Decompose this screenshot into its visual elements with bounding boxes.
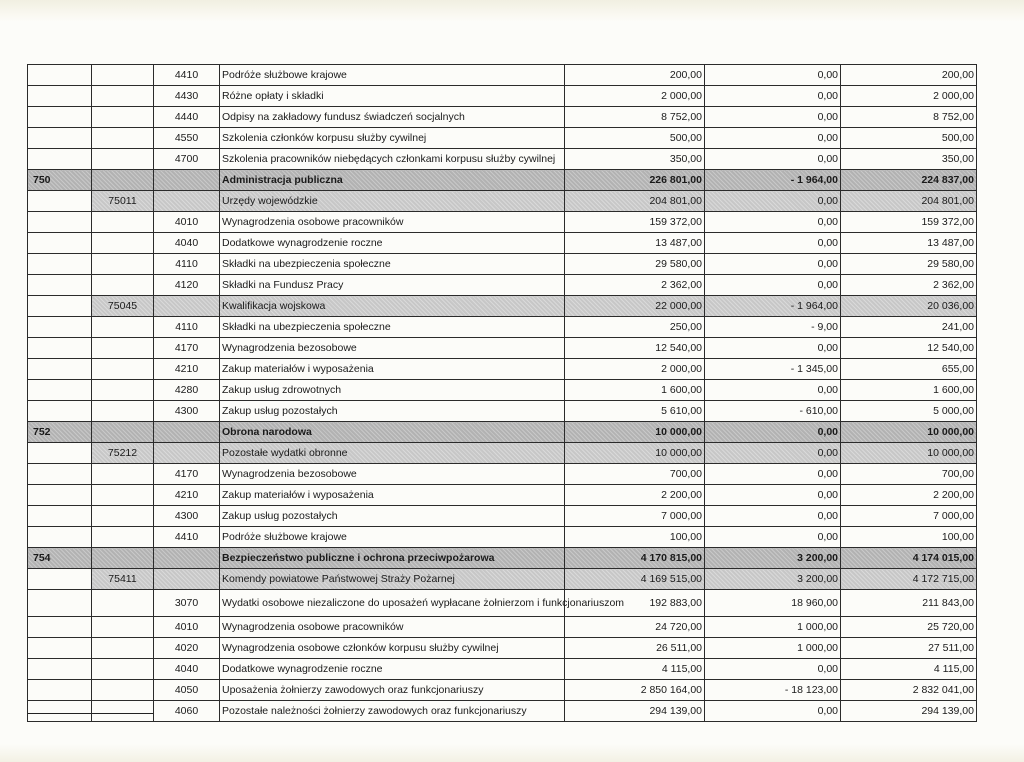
chapter-code-cell (92, 128, 154, 149)
after-change-amount-cell: 4 172 715,00 (841, 569, 977, 590)
chapter-code-cell (92, 317, 154, 338)
item-name-cell: Komendy powiatowe Państwowej Straży Pożarnej (220, 569, 565, 590)
after-change-amount-cell: 8 752,00 (841, 107, 977, 128)
chapter-code-cell (92, 401, 154, 422)
chapter-code-cell: 75411 (92, 569, 154, 590)
after-change-amount-cell: 200,00 (841, 65, 977, 86)
paragraph-code-cell (154, 191, 220, 212)
after-change-amount-cell: 211 843,00 (841, 590, 977, 617)
chapter-code-cell (92, 212, 154, 233)
section-code-cell (28, 527, 92, 548)
chapter-code-cell (92, 275, 154, 296)
paragraf-row (28, 680, 977, 701)
after-change-amount-cell: 100,00 (841, 527, 977, 548)
after-change-amount-cell: 13 487,00 (841, 233, 977, 254)
budget-table (27, 64, 977, 722)
item-name-cell: Dodatkowe wynagrodzenie roczne (220, 233, 565, 254)
paragraf-row (28, 380, 977, 401)
chapter-code-cell (92, 380, 154, 401)
plan-amount-cell: 700,00 (565, 464, 705, 485)
section-code-cell (28, 149, 92, 170)
rozdzial-row (28, 296, 977, 317)
paragraf-row (28, 485, 977, 506)
paragraph-code-cell: 4110 (154, 254, 220, 275)
section-code-cell (28, 254, 92, 275)
change-amount-cell: 0,00 (705, 254, 841, 275)
item-name-cell: Urzędy wojewódzkie (220, 191, 565, 212)
item-name-cell: Dodatkowe wynagrodzenie roczne (220, 659, 565, 680)
paragraph-code-cell (154, 548, 220, 569)
paragraf-row (28, 107, 977, 128)
section-code-cell (28, 638, 92, 659)
plan-amount-cell: 200,00 (565, 65, 705, 86)
section-code-cell (28, 590, 92, 617)
item-name-cell: Pozostałe należności żołnierzy zawodowych oraz funkcjonariuszy (220, 701, 565, 722)
item-name-cell: Zakup usług pozostałych (220, 506, 565, 527)
after-change-amount-cell: 2 832 041,00 (841, 680, 977, 701)
after-change-amount-cell: 241,00 (841, 317, 977, 338)
rozdzial-row (28, 569, 977, 590)
item-name-cell: Szkolenia pracowników niebędących członkami korpusu służby cywilnej (220, 149, 565, 170)
after-change-amount-cell: 4 174 015,00 (841, 548, 977, 569)
after-change-amount-cell: 500,00 (841, 128, 977, 149)
chapter-code-cell (92, 65, 154, 86)
item-name-cell: Odpisy na zakładowy fundusz świadczeń socjalnych (220, 107, 565, 128)
paragraph-code-cell: 4110 (154, 317, 220, 338)
item-name-cell: Składki na ubezpieczenia społeczne (220, 254, 565, 275)
plan-amount-cell: 22 000,00 (565, 296, 705, 317)
paragraf-row (28, 317, 977, 338)
paragraph-code-cell: 4010 (154, 212, 220, 233)
chapter-code-cell (92, 638, 154, 659)
change-amount-cell: 0,00 (705, 506, 841, 527)
plan-amount-cell: 350,00 (565, 149, 705, 170)
plan-amount-cell: 24 720,00 (565, 617, 705, 638)
change-amount-cell: - 1 964,00 (705, 296, 841, 317)
paragraph-code-cell: 4440 (154, 107, 220, 128)
paragraf-row (28, 638, 977, 659)
item-name-cell: Obrona narodowa (220, 422, 565, 443)
after-change-amount-cell: 5 000,00 (841, 401, 977, 422)
section-code-cell (28, 233, 92, 254)
change-amount-cell: 18 960,00 (705, 590, 841, 617)
item-name-cell: Wynagrodzenia bezosobowe (220, 338, 565, 359)
after-change-amount-cell: 2 200,00 (841, 485, 977, 506)
change-amount-cell: 1 000,00 (705, 638, 841, 659)
change-amount-cell: 0,00 (705, 233, 841, 254)
after-change-amount-cell: 27 511,00 (841, 638, 977, 659)
plan-amount-cell: 12 540,00 (565, 338, 705, 359)
change-amount-cell: 0,00 (705, 65, 841, 86)
chapter-code-cell (92, 506, 154, 527)
after-change-amount-cell: 10 000,00 (841, 443, 977, 464)
chapter-code-cell: 75212 (92, 443, 154, 464)
chapter-code-cell (92, 170, 154, 191)
change-amount-cell: 0,00 (705, 422, 841, 443)
plan-amount-cell: 4 169 515,00 (565, 569, 705, 590)
plan-amount-cell: 10 000,00 (565, 443, 705, 464)
paragraph-code-cell: 4120 (154, 275, 220, 296)
paragraph-code-cell: 4050 (154, 680, 220, 701)
change-amount-cell: - 1 964,00 (705, 170, 841, 191)
paragraf-row (28, 359, 977, 380)
scan-bottom-shadow (0, 744, 1024, 762)
after-change-amount-cell: 2 362,00 (841, 275, 977, 296)
chapter-code-cell (92, 680, 154, 701)
plan-amount-cell: 4 115,00 (565, 659, 705, 680)
paragraf-row (28, 65, 977, 86)
paragraf-row (28, 506, 977, 527)
budget-table-body (28, 65, 977, 722)
item-name-cell: Podróże służbowe krajowe (220, 65, 565, 86)
paragraf-row (28, 338, 977, 359)
chapter-code-cell (92, 233, 154, 254)
after-change-amount-cell: 2 000,00 (841, 86, 977, 107)
section-code-cell (28, 317, 92, 338)
after-change-amount-cell: 294 139,00 (841, 701, 977, 722)
item-name-cell: Składki na ubezpieczenia społeczne (220, 317, 565, 338)
paragraph-code-cell: 4430 (154, 86, 220, 107)
paragraph-code-cell (154, 296, 220, 317)
paragraf-row (28, 128, 977, 149)
change-amount-cell: 0,00 (705, 701, 841, 722)
paragraph-code-cell: 4700 (154, 149, 220, 170)
paragraf-row (28, 617, 977, 638)
section-code-cell (28, 212, 92, 233)
plan-amount-cell: 2 850 164,00 (565, 680, 705, 701)
paragraph-code-cell: 4410 (154, 65, 220, 86)
change-amount-cell: 0,00 (705, 464, 841, 485)
chapter-code-cell (92, 338, 154, 359)
plan-amount-cell: 8 752,00 (565, 107, 705, 128)
after-change-amount-cell: 159 372,00 (841, 212, 977, 233)
chapter-code-cell (92, 590, 154, 617)
item-name-cell: Bezpieczeństwo publiczne i ochrona przeciwpożarowa (220, 548, 565, 569)
paragraf-row (28, 464, 977, 485)
after-change-amount-cell: 1 600,00 (841, 380, 977, 401)
item-name-cell: Wynagrodzenia bezosobowe (220, 464, 565, 485)
item-name-cell: Zakup usług pozostałych (220, 401, 565, 422)
plan-amount-cell: 29 580,00 (565, 254, 705, 275)
plan-amount-cell: 204 801,00 (565, 191, 705, 212)
paragraph-code-cell: 4410 (154, 527, 220, 548)
paragraph-code-cell: 4170 (154, 464, 220, 485)
section-code-cell (28, 617, 92, 638)
after-change-amount-cell: 204 801,00 (841, 191, 977, 212)
dzial-row (28, 170, 977, 191)
change-amount-cell: 0,00 (705, 485, 841, 506)
paragraph-code-cell: 4040 (154, 233, 220, 254)
section-code-cell (28, 701, 92, 722)
paragraf-row (28, 149, 977, 170)
change-amount-cell: 0,00 (705, 443, 841, 464)
after-change-amount-cell: 7 000,00 (841, 506, 977, 527)
section-code-cell (28, 296, 92, 317)
paragraph-code-cell: 4010 (154, 617, 220, 638)
plan-amount-cell: 100,00 (565, 527, 705, 548)
change-amount-cell: 0,00 (705, 86, 841, 107)
after-change-amount-cell: 10 000,00 (841, 422, 977, 443)
after-change-amount-cell: 12 540,00 (841, 338, 977, 359)
plan-amount-cell: 159 372,00 (565, 212, 705, 233)
chapter-code-cell (92, 464, 154, 485)
paragraf-row (28, 86, 977, 107)
change-amount-cell: 0,00 (705, 191, 841, 212)
change-amount-cell: - 9,00 (705, 317, 841, 338)
paragraf-row (28, 275, 977, 296)
dzial-row (28, 422, 977, 443)
after-change-amount-cell: 700,00 (841, 464, 977, 485)
chapter-code-cell: 75011 (92, 191, 154, 212)
paragraf-row (28, 401, 977, 422)
chapter-code-cell (92, 107, 154, 128)
chapter-code-cell (92, 659, 154, 680)
item-name-cell: Uposażenia żołnierzy zawodowych oraz funkcjonariuszy (220, 680, 565, 701)
change-amount-cell: - 18 123,00 (705, 680, 841, 701)
paragraph-code-cell: 4020 (154, 638, 220, 659)
section-code-cell (28, 275, 92, 296)
paragraph-code-cell: 4550 (154, 128, 220, 149)
paragraf-row (28, 701, 977, 722)
chapter-code-cell (92, 149, 154, 170)
chapter-code-cell (92, 548, 154, 569)
change-amount-cell: 0,00 (705, 338, 841, 359)
section-code-cell (28, 338, 92, 359)
after-change-amount-cell: 4 115,00 (841, 659, 977, 680)
plan-amount-cell: 26 511,00 (565, 638, 705, 659)
paragraph-code-cell: 4170 (154, 338, 220, 359)
dzial-row (28, 548, 977, 569)
chapter-code-cell (92, 701, 154, 722)
section-code-cell (28, 464, 92, 485)
plan-amount-cell: 1 600,00 (565, 380, 705, 401)
change-amount-cell: - 610,00 (705, 401, 841, 422)
change-amount-cell: 0,00 (705, 212, 841, 233)
item-name-cell: Wynagrodzenia osobowe członków korpusu służby cywilnej (220, 638, 565, 659)
section-code-cell (28, 680, 92, 701)
item-name-cell: Kwalifikacja wojskowa (220, 296, 565, 317)
section-code-cell (28, 107, 92, 128)
item-name-cell: Zakup materiałów i wyposażenia (220, 359, 565, 380)
chapter-code-cell (92, 359, 154, 380)
paragraph-code-cell (154, 170, 220, 191)
change-amount-cell: 3 200,00 (705, 548, 841, 569)
plan-amount-cell: 2 362,00 (565, 275, 705, 296)
paragraph-code-cell (154, 569, 220, 590)
paragraph-code-cell: 4300 (154, 506, 220, 527)
plan-amount-cell: 4 170 815,00 (565, 548, 705, 569)
chapter-code-cell (92, 86, 154, 107)
change-amount-cell: 0,00 (705, 128, 841, 149)
after-change-amount-cell: 224 837,00 (841, 170, 977, 191)
paragraph-code-cell: 4210 (154, 359, 220, 380)
section-code-cell (28, 569, 92, 590)
plan-amount-cell: 294 139,00 (565, 701, 705, 722)
change-amount-cell: 0,00 (705, 149, 841, 170)
after-change-amount-cell: 655,00 (841, 359, 977, 380)
chapter-code-cell (92, 527, 154, 548)
change-amount-cell: 0,00 (705, 380, 841, 401)
item-name-cell: Podróże służbowe krajowe (220, 527, 565, 548)
paragraf-row (28, 527, 977, 548)
section-code-cell (28, 65, 92, 86)
change-amount-cell: 1 000,00 (705, 617, 841, 638)
change-amount-cell: 0,00 (705, 527, 841, 548)
paragraf-row (28, 212, 977, 233)
change-amount-cell: 0,00 (705, 107, 841, 128)
change-amount-cell: 0,00 (705, 659, 841, 680)
section-code-cell: 752 (28, 422, 92, 443)
item-name-cell: Szkolenia członków korpusu służby cywilnej (220, 128, 565, 149)
rozdzial-row (28, 191, 977, 212)
plan-amount-cell: 500,00 (565, 128, 705, 149)
chapter-code-cell (92, 254, 154, 275)
section-code-cell: 750 (28, 170, 92, 191)
rozdzial-row (28, 443, 977, 464)
item-name-cell: Zakup materiałów i wyposażenia (220, 485, 565, 506)
change-amount-cell: - 1 345,00 (705, 359, 841, 380)
plan-amount-cell: 5 610,00 (565, 401, 705, 422)
paragraph-code-cell: 3070 (154, 590, 220, 617)
paragraph-code-cell: 4060 (154, 701, 220, 722)
section-code-cell (28, 86, 92, 107)
paragraf-row (28, 233, 977, 254)
section-code-cell (28, 506, 92, 527)
section-code-cell (28, 401, 92, 422)
paragraf-row (28, 659, 977, 680)
section-code-cell: 754 (28, 548, 92, 569)
section-code-cell (28, 191, 92, 212)
section-code-cell (28, 485, 92, 506)
section-code-cell (28, 359, 92, 380)
after-change-amount-cell: 350,00 (841, 149, 977, 170)
item-name-cell: Wynagrodzenia osobowe pracowników (220, 212, 565, 233)
item-name-cell: Administracja publiczna (220, 170, 565, 191)
paragraph-code-cell: 4300 (154, 401, 220, 422)
section-code-cell (28, 380, 92, 401)
chapter-code-cell (92, 485, 154, 506)
paragraph-code-cell (154, 422, 220, 443)
chapter-code-cell: 75045 (92, 296, 154, 317)
plan-amount-cell: 7 000,00 (565, 506, 705, 527)
plan-amount-cell: 10 000,00 (565, 422, 705, 443)
item-name-cell: Wynagrodzenia osobowe pracowników (220, 617, 565, 638)
chapter-code-cell (92, 422, 154, 443)
after-change-amount-cell: 20 036,00 (841, 296, 977, 317)
item-name-cell: Wydatki osobowe niezaliczone do uposażeń wypłacane żołnierzom i funkcjonariuszom (220, 590, 565, 617)
plan-amount-cell: 250,00 (565, 317, 705, 338)
paragraf-row (28, 254, 977, 275)
item-name-cell: Pozostałe wydatki obronne (220, 443, 565, 464)
section-code-cell (28, 659, 92, 680)
item-name-cell: Składki na Fundusz Pracy (220, 275, 565, 296)
scan-top-shadow (0, 0, 1024, 22)
paragraph-code-cell (154, 443, 220, 464)
chapter-code-cell (92, 617, 154, 638)
plan-amount-cell: 2 000,00 (565, 86, 705, 107)
plan-amount-cell: 13 487,00 (565, 233, 705, 254)
change-amount-cell: 0,00 (705, 275, 841, 296)
paragraph-code-cell: 4280 (154, 380, 220, 401)
paragraph-code-cell: 4210 (154, 485, 220, 506)
paragraph-code-cell: 4040 (154, 659, 220, 680)
after-change-amount-cell: 25 720,00 (841, 617, 977, 638)
plan-amount-cell: 226 801,00 (565, 170, 705, 191)
change-amount-cell: 3 200,00 (705, 569, 841, 590)
plan-amount-cell: 2 200,00 (565, 485, 705, 506)
section-code-cell (28, 443, 92, 464)
plan-amount-cell: 2 000,00 (565, 359, 705, 380)
after-change-amount-cell: 29 580,00 (841, 254, 977, 275)
plan-amount-cell: 192 883,00 (565, 590, 705, 617)
section-code-cell (28, 128, 92, 149)
item-name-cell: Zakup usług zdrowotnych (220, 380, 565, 401)
paragraf-row (28, 590, 977, 617)
item-name-cell: Różne opłaty i składki (220, 86, 565, 107)
